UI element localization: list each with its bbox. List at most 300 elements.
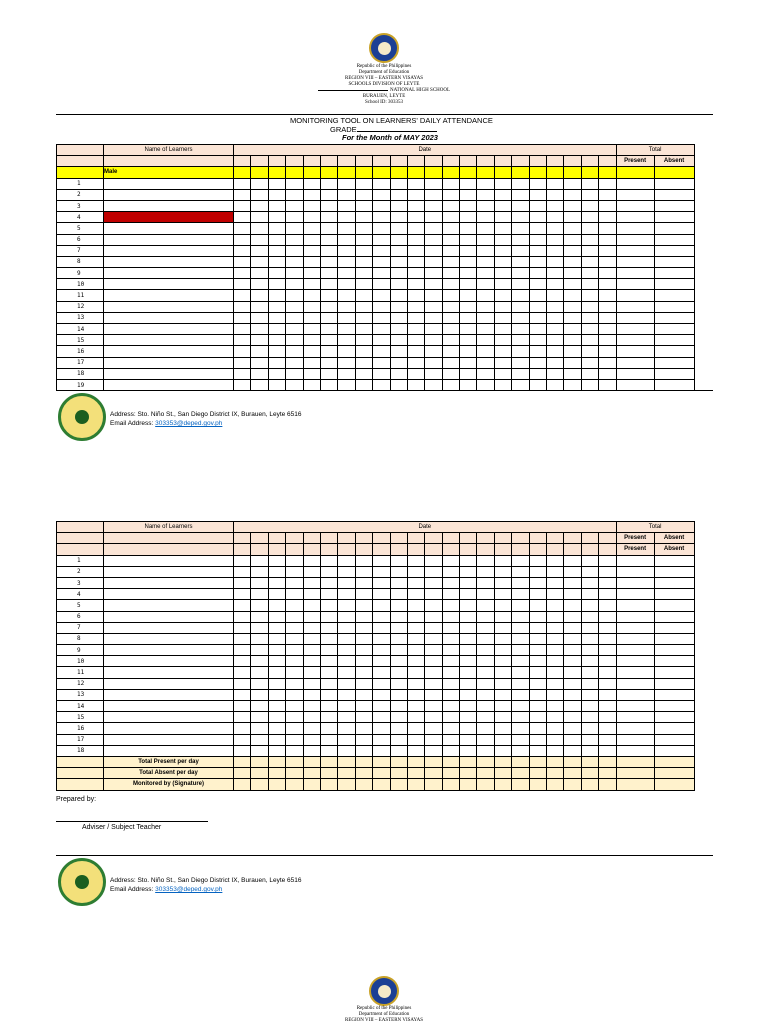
- date-cell: [303, 533, 320, 544]
- attendance-cell: [529, 678, 546, 689]
- attendance-cell: [286, 245, 303, 256]
- attendance-cell: [407, 645, 424, 656]
- attendance-cell: [581, 566, 598, 577]
- attendance-cell: [268, 589, 285, 600]
- attendance-cell: [373, 346, 390, 357]
- attendance-cell: [564, 301, 581, 312]
- attendance-cell: [581, 712, 598, 723]
- attendance-cell: [320, 368, 337, 379]
- attendance-cell: [477, 600, 494, 611]
- attendance-cell: [425, 178, 442, 189]
- attendance-cell: [564, 611, 581, 622]
- attendance-cell: [547, 189, 564, 200]
- attendance-cell: [512, 324, 529, 335]
- attendance-cell: [564, 312, 581, 323]
- attendance-cell: [286, 577, 303, 588]
- attendance-cell: [654, 555, 694, 566]
- attendance-cell: [234, 368, 251, 379]
- attendance-cell: [390, 633, 407, 644]
- attendance-cell: [442, 667, 459, 678]
- attendance-cell: [512, 268, 529, 279]
- attendance-cell: [529, 577, 546, 588]
- attendance-cell: [234, 712, 251, 723]
- attendance-cell: [581, 745, 598, 756]
- attendance-table-1: [56, 144, 695, 391]
- attendance-cell: [654, 357, 694, 368]
- attendance-cell: [581, 379, 598, 390]
- attendance-cell: [564, 589, 581, 600]
- attendance-cell: [338, 712, 355, 723]
- attendance-cell: [547, 633, 564, 644]
- attendance-cell: [234, 290, 251, 301]
- attendance-cell: [355, 712, 372, 723]
- attendance-cell: [320, 566, 337, 577]
- learner-name-cell: [104, 701, 234, 712]
- attendance-cell: [373, 712, 390, 723]
- attendance-cell: [251, 667, 268, 678]
- attendance-cell: [286, 600, 303, 611]
- attendance-cell: [234, 600, 251, 611]
- attendance-cell: [564, 357, 581, 368]
- attendance-cell: [286, 745, 303, 756]
- attendance-cell: [338, 633, 355, 644]
- learner-name-cell: [104, 645, 234, 656]
- attendance-cell: [599, 268, 616, 279]
- attendance-cell: [512, 611, 529, 622]
- attendance-cell: [581, 245, 598, 256]
- row-number: 8: [57, 256, 104, 267]
- date-cell: [599, 533, 616, 544]
- attendance-cell: [477, 189, 494, 200]
- attendance-cell: [251, 234, 268, 245]
- attendance-cell: [460, 290, 477, 301]
- attendance-cell: [529, 346, 546, 357]
- attendance-cell: [494, 701, 511, 712]
- attendance-cell: [477, 268, 494, 279]
- attendance-cell: [251, 555, 268, 566]
- attendance-cell: [373, 312, 390, 323]
- attendance-cell: [494, 633, 511, 644]
- attendance-cell: [581, 622, 598, 633]
- attendance-cell: [355, 200, 372, 211]
- attendance-cell: [425, 223, 442, 234]
- attendance-cell: [581, 734, 598, 745]
- attendance-cell: [303, 268, 320, 279]
- attendance-cell: [320, 256, 337, 267]
- attendance-cell: [234, 379, 251, 390]
- attendance-cell: [320, 734, 337, 745]
- attendance-cell: [460, 346, 477, 357]
- attendance-cell: [407, 223, 424, 234]
- email-link[interactable]: 303353@deped.gov.ph: [155, 420, 223, 427]
- table-row: [57, 667, 695, 678]
- attendance-cell: [303, 678, 320, 689]
- attendance-cell: [460, 723, 477, 734]
- attendance-cell: [581, 701, 598, 712]
- row-number: 14: [57, 324, 104, 335]
- attendance-cell: [547, 589, 564, 600]
- attendance-cell: [564, 622, 581, 633]
- attendance-cell: [599, 178, 616, 189]
- attendance-cell: [616, 256, 654, 267]
- attendance-cell: [460, 223, 477, 234]
- table-row: [57, 745, 695, 756]
- row-number: 5: [57, 600, 104, 611]
- attendance-cell: [268, 734, 285, 745]
- attendance-cell: [581, 368, 598, 379]
- attendance-cell: [564, 290, 581, 301]
- attendance-cell: [581, 279, 598, 290]
- attendance-cell: [494, 357, 511, 368]
- attendance-cell: [268, 745, 285, 756]
- date-cell: [477, 533, 494, 544]
- attendance-cell: [320, 178, 337, 189]
- attendance-cell: [251, 335, 268, 346]
- attendance-cell: [494, 335, 511, 346]
- attendance-cell: [286, 633, 303, 644]
- attendance-cell: [390, 701, 407, 712]
- attendance-cell: [654, 335, 694, 346]
- attendance-cell: [599, 212, 616, 223]
- attendance-cell: [373, 379, 390, 390]
- learner-name-cell: [104, 256, 234, 267]
- attendance-cell: [547, 667, 564, 678]
- table-row: [57, 555, 695, 566]
- attendance-cell: [494, 189, 511, 200]
- attendance-cell: [303, 701, 320, 712]
- attendance-cell: [442, 200, 459, 211]
- attendance-cell: [529, 689, 546, 700]
- date-cell: [564, 533, 581, 544]
- attendance-cell: [581, 335, 598, 346]
- attendance-cell: [407, 745, 424, 756]
- attendance-cell: [407, 312, 424, 323]
- attendance-cell: [581, 667, 598, 678]
- date-cell: [373, 533, 390, 544]
- attendance-cell: [268, 622, 285, 633]
- attendance-cell: [581, 555, 598, 566]
- attendance-cell: [338, 189, 355, 200]
- attendance-cell: [320, 645, 337, 656]
- table-row: [57, 212, 695, 223]
- date-cell: [268, 544, 285, 555]
- attendance-cell: [268, 633, 285, 644]
- attendance-cell: [654, 600, 694, 611]
- attendance-cell: [234, 346, 251, 357]
- attendance-cell: [268, 312, 285, 323]
- attendance-cell: [407, 178, 424, 189]
- attendance-cell: [303, 589, 320, 600]
- attendance-cell: [460, 335, 477, 346]
- attendance-cell: [390, 346, 407, 357]
- attendance-cell: [390, 622, 407, 633]
- attendance-cell: [390, 645, 407, 656]
- attendance-cell: [494, 734, 511, 745]
- attendance-cell: [654, 189, 694, 200]
- attendance-cell: [268, 189, 285, 200]
- attendance-cell: [654, 268, 694, 279]
- attendance-cell: [303, 734, 320, 745]
- attendance-cell: [390, 245, 407, 256]
- attendance-cell: [407, 200, 424, 211]
- attendance-cell: [442, 346, 459, 357]
- attendance-cell: [599, 577, 616, 588]
- attendance-cell: [547, 611, 564, 622]
- attendance-cell: [442, 622, 459, 633]
- school-logo: [58, 393, 106, 441]
- attendance-cell: [234, 622, 251, 633]
- row-number: 11: [57, 290, 104, 301]
- attendance-cell: [512, 357, 529, 368]
- date-cell: [251, 544, 268, 555]
- attendance-cell: [268, 357, 285, 368]
- email-link[interactable]: 303353@deped.gov.ph: [155, 886, 223, 893]
- learner-name-cell: [104, 633, 234, 644]
- attendance-cell: [494, 645, 511, 656]
- row-number: 5: [57, 223, 104, 234]
- attendance-cell: [355, 379, 372, 390]
- attendance-cell: [564, 368, 581, 379]
- attendance-cell: [234, 723, 251, 734]
- col-absent-header: Absent: [654, 544, 694, 555]
- attendance-cell: [338, 600, 355, 611]
- attendance-cell: [512, 335, 529, 346]
- attendance-cell: [547, 324, 564, 335]
- date-cell: [460, 533, 477, 544]
- attendance-cell: [268, 335, 285, 346]
- attendance-cell: [407, 566, 424, 577]
- date-cell: [494, 156, 511, 167]
- attendance-cell: [512, 622, 529, 633]
- attendance-cell: [529, 189, 546, 200]
- attendance-cell: [547, 701, 564, 712]
- attendance-cell: [599, 678, 616, 689]
- attendance-cell: [251, 223, 268, 234]
- attendance-cell: [494, 178, 511, 189]
- attendance-cell: [286, 335, 303, 346]
- learner-name-cell: [104, 301, 234, 312]
- date-cell: [390, 533, 407, 544]
- date-cell: [599, 544, 616, 555]
- attendance-cell: [599, 734, 616, 745]
- attendance-cell: [564, 324, 581, 335]
- table-row: [57, 290, 695, 301]
- attendance-cell: [529, 200, 546, 211]
- attendance-cell: [494, 566, 511, 577]
- attendance-cell: [251, 589, 268, 600]
- attendance-cell: [529, 600, 546, 611]
- attendance-cell: [320, 200, 337, 211]
- attendance-cell: [512, 312, 529, 323]
- footer-divider: [56, 390, 713, 391]
- attendance-cell: [425, 656, 442, 667]
- attendance-cell: [581, 600, 598, 611]
- attendance-cell: [547, 290, 564, 301]
- attendance-cell: [512, 712, 529, 723]
- attendance-cell: [442, 577, 459, 588]
- date-cell: [460, 544, 477, 555]
- attendance-cell: [373, 745, 390, 756]
- attendance-cell: [338, 723, 355, 734]
- attendance-cell: [286, 346, 303, 357]
- attendance-cell: [303, 178, 320, 189]
- attendance-cell: [251, 611, 268, 622]
- table-row: [57, 689, 695, 700]
- summary-label: Total Absent per day: [104, 768, 234, 779]
- attendance-cell: [320, 346, 337, 357]
- attendance-cell: [390, 566, 407, 577]
- attendance-cell: [251, 577, 268, 588]
- learner-name-cell: [104, 245, 234, 256]
- attendance-cell: [616, 301, 654, 312]
- attendance-cell: [373, 301, 390, 312]
- attendance-cell: [581, 268, 598, 279]
- attendance-cell: [616, 589, 654, 600]
- attendance-cell: [529, 312, 546, 323]
- table-row: [57, 645, 695, 656]
- attendance-cell: [320, 600, 337, 611]
- table-row: [57, 312, 695, 323]
- attendance-cell: [251, 268, 268, 279]
- grade-label: GRADE: [330, 125, 437, 134]
- school-name: NATIONAL HIGH SCHOOL: [389, 88, 451, 93]
- learner-name-cell: [104, 600, 234, 611]
- attendance-cell: [599, 633, 616, 644]
- col-present-header: Present: [616, 544, 654, 555]
- attendance-cell: [460, 600, 477, 611]
- attendance-cell: [303, 379, 320, 390]
- date-cell: [494, 533, 511, 544]
- attendance-cell: [477, 689, 494, 700]
- attendance-cell: [460, 301, 477, 312]
- row-number: 6: [57, 234, 104, 245]
- attendance-cell: [373, 701, 390, 712]
- attendance-cell: [407, 301, 424, 312]
- attendance-cell: [390, 279, 407, 290]
- row-number: 9: [57, 645, 104, 656]
- attendance-cell: [303, 368, 320, 379]
- attendance-cell: [547, 234, 564, 245]
- learner-name-cell: [104, 178, 234, 189]
- attendance-cell: [425, 633, 442, 644]
- row-number: 18: [57, 368, 104, 379]
- table-row: [57, 189, 695, 200]
- attendance-cell: [338, 566, 355, 577]
- attendance-cell: [529, 357, 546, 368]
- learner-name-cell: [104, 357, 234, 368]
- attendance-cell: [286, 200, 303, 211]
- attendance-cell: [390, 290, 407, 301]
- attendance-cell: [303, 189, 320, 200]
- attendance-cell: [234, 589, 251, 600]
- learner-name-cell: [104, 279, 234, 290]
- attendance-cell: [303, 212, 320, 223]
- attendance-cell: [286, 368, 303, 379]
- attendance-cell: [268, 368, 285, 379]
- attendance-cell: [338, 368, 355, 379]
- attendance-cell: [616, 689, 654, 700]
- attendance-cell: [286, 667, 303, 678]
- table-row: [57, 324, 695, 335]
- attendance-cell: [512, 566, 529, 577]
- attendance-cell: [373, 335, 390, 346]
- group-row-male: [57, 167, 695, 178]
- date-cell: [390, 156, 407, 167]
- attendance-cell: [547, 600, 564, 611]
- row-number: 1: [57, 555, 104, 566]
- attendance-cell: [355, 256, 372, 267]
- table-row: [57, 656, 695, 667]
- letterhead-line: SCHOOLS DIVISION OF LEYTE: [348, 82, 420, 87]
- attendance-cell: [355, 234, 372, 245]
- attendance-cell: [355, 633, 372, 644]
- attendance-cell: [390, 212, 407, 223]
- attendance-cell: [460, 279, 477, 290]
- attendance-cell: [599, 712, 616, 723]
- attendance-cell: [355, 656, 372, 667]
- attendance-cell: [355, 357, 372, 368]
- attendance-cell: [512, 689, 529, 700]
- attendance-cell: [564, 667, 581, 678]
- attendance-cell: [512, 189, 529, 200]
- attendance-cell: [355, 734, 372, 745]
- attendance-cell: [494, 622, 511, 633]
- attendance-cell: [234, 268, 251, 279]
- attendance-cell: [442, 555, 459, 566]
- attendance-cell: [251, 312, 268, 323]
- attendance-cell: [268, 577, 285, 588]
- attendance-cell: [616, 324, 654, 335]
- attendance-cell: [268, 600, 285, 611]
- date-cell: [581, 544, 598, 555]
- attendance-cell: [581, 189, 598, 200]
- attendance-cell: [547, 279, 564, 290]
- attendance-cell: [654, 346, 694, 357]
- attendance-cell: [338, 701, 355, 712]
- attendance-cell: [616, 379, 654, 390]
- row-number: 11: [57, 667, 104, 678]
- attendance-cell: [268, 234, 285, 245]
- attendance-cell: [425, 611, 442, 622]
- attendance-cell: [494, 678, 511, 689]
- attendance-cell: [599, 357, 616, 368]
- attendance-cell: [320, 589, 337, 600]
- attendance-cell: [442, 701, 459, 712]
- attendance-cell: [460, 633, 477, 644]
- attendance-cell: [338, 357, 355, 368]
- attendance-cell: [407, 290, 424, 301]
- attendance-cell: [234, 689, 251, 700]
- attendance-cell: [616, 712, 654, 723]
- attendance-cell: [460, 200, 477, 211]
- attendance-cell: [581, 324, 598, 335]
- attendance-cell: [303, 712, 320, 723]
- attendance-cell: [373, 178, 390, 189]
- attendance-cell: [425, 200, 442, 211]
- attendance-cell: [442, 245, 459, 256]
- attendance-cell: [268, 178, 285, 189]
- date-cell: [373, 156, 390, 167]
- learner-name-cell: [104, 234, 234, 245]
- attendance-cell: [581, 312, 598, 323]
- attendance-cell: [512, 290, 529, 301]
- attendance-cell: [581, 645, 598, 656]
- attendance-cell: [460, 734, 477, 745]
- prepared-by-label: Prepared by:: [56, 796, 97, 803]
- attendance-cell: [390, 555, 407, 566]
- attendance-cell: [407, 212, 424, 223]
- attendance-cell: [512, 223, 529, 234]
